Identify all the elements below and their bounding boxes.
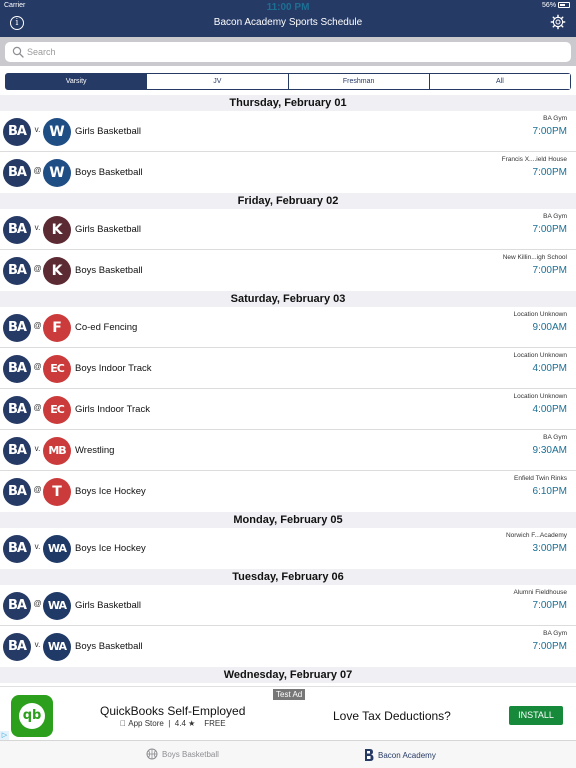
apple-icon [120,719,126,728]
versus-indicator: v. [34,125,41,134]
opponent-badge: W [43,118,71,146]
home-team-badge: BA [3,257,31,285]
opponent-badge: WA [43,535,71,563]
event-time: 7:00PM [532,600,567,611]
event-row[interactable] [0,152,576,193]
tab-bar [0,740,576,768]
versus-indicator: @ [33,264,42,273]
ad-meta: App Store | 4.4 ★ FREE [120,719,226,728]
event-row[interactable] [0,348,576,389]
page-title: Bacon Academy Sports Schedule [213,17,363,28]
versus-indicator: v. [34,640,41,649]
event-row[interactable] [0,585,576,626]
event-time: 7:00PM [532,224,567,235]
tab-label: Bacon Academy [378,750,436,760]
sport-name: Boys Ice Hockey [75,543,146,554]
ad-price: FREE [195,719,218,728]
event-time: 7:00PM [532,126,567,137]
day-header: Wednesday, February 07 [0,667,576,683]
versus-indicator: @ [33,403,42,412]
event-location: BA Gym [543,630,567,637]
battery-indicator [542,2,570,9]
sport-name: Boys Ice Hockey [75,486,146,497]
event-time: 7:00PM [532,167,567,178]
event-location: Francis X....ield House [501,156,567,163]
tab-boys-basketball[interactable] [146,748,219,760]
event-time: 6:10PM [532,486,567,497]
sport-name: Boys Indoor Track [75,363,152,374]
opponent-badge: EC [43,396,71,424]
event-location: BA Gym [543,213,567,220]
ad-banner[interactable] [0,686,576,740]
search-field-container[interactable] [5,42,571,62]
quickbooks-logo-text: qb [19,703,45,729]
opponent-badge: EC [43,355,71,383]
event-row[interactable] [0,528,576,569]
event-row[interactable] [0,209,576,250]
schedule-list[interactable] [0,95,576,686]
opponent-badge: K [43,216,71,244]
opponent-badge: MB [43,437,71,465]
search-input[interactable] [27,44,557,60]
event-location: Enfield Twin Rinks [514,475,567,482]
day-header: Saturday, February 03 [0,291,576,307]
opponent-badge: T [43,478,71,506]
search-bar [0,37,576,66]
ad-label: Test Ad [273,689,305,700]
event-location: Alumni Fieldhouse [513,589,567,596]
event-row[interactable] [0,626,576,667]
sport-name: Wrestling [75,445,115,456]
segment-all[interactable]: All [429,74,570,89]
event-time: 9:30AM [532,445,567,456]
search-icon [12,46,24,58]
sport-name: Boys Basketball [75,641,143,652]
sport-name: Girls Basketball [75,600,141,611]
home-team-badge: BA [3,396,31,424]
ad-choices-icon[interactable]: ▷ [1,732,8,739]
tab-label: Boys Basketball [162,749,219,759]
battery-icon [558,2,570,8]
event-location: New Killin...igh School [502,254,567,261]
sport-name: Girls Basketball [75,224,141,235]
day-header: Tuesday, February 06 [0,569,576,585]
event-time: 3:00PM [532,543,567,554]
tab-bacon-academy[interactable] [364,748,436,762]
event-row[interactable] [0,471,576,512]
sport-name: Co-ed Fencing [75,322,138,333]
sport-name: Girls Indoor Track [75,404,150,415]
event-row[interactable] [0,250,576,291]
home-team-badge: BA [3,535,31,563]
clock: 11:00 PM [266,2,310,13]
ad-rating: 4.4 ★ [166,719,188,728]
sport-name: Girls Basketball [75,126,141,137]
event-time: 9:00AM [532,322,567,333]
opponent-badge: F [43,314,71,342]
level-segmented-control [5,73,571,90]
segment-jv[interactable]: JV [146,74,287,89]
event-row[interactable] [0,111,576,152]
versus-indicator: @ [33,362,42,371]
home-team-badge: BA [3,159,31,187]
event-location: Norwich F...Academy [505,532,567,539]
event-location: Location Unknown [513,311,567,318]
ad-title[interactable]: QuickBooks Self-Employed [100,704,246,718]
home-team-badge: BA [3,355,31,383]
opponent-badge: WA [43,633,71,661]
home-team-badge: BA [3,437,31,465]
day-header: Friday, February 02 [0,193,576,209]
event-time: 7:00PM [532,641,567,652]
event-row[interactable] [0,307,576,348]
navigation-bar [0,0,576,37]
basketball-icon [146,748,158,760]
versus-indicator: v. [34,444,41,453]
event-time: 4:00PM [532,363,567,374]
segment-freshman[interactable]: Freshman [288,74,429,89]
event-time: 7:00PM [532,265,567,276]
versus-indicator: @ [33,485,42,494]
versus-indicator: @ [33,599,42,608]
versus-indicator: @ [33,166,42,175]
event-time: 4:00PM [532,404,567,415]
event-location: Location Unknown [513,352,567,359]
bacon-academy-logo-icon [364,748,374,762]
event-location: BA Gym [543,115,567,122]
day-header: Monday, February 05 [0,512,576,528]
opponent-badge: WA [43,592,71,620]
install-button[interactable]: INSTALL [509,706,563,725]
ad-store: App Store [120,719,156,728]
segment-varsity[interactable]: Varsity [6,74,146,89]
home-team-badge: BA [3,118,31,146]
battery-percent: 56% [542,2,557,9]
home-team-badge: BA [3,216,31,244]
quickbooks-logo-icon[interactable] [11,695,53,737]
home-team-badge: BA [3,592,31,620]
ad-tagline[interactable]: Love Tax Deductions? [333,709,451,723]
sport-name: Boys Basketball [75,167,143,178]
event-row[interactable] [0,430,576,471]
info-icon[interactable]: i [10,16,24,30]
opponent-badge: W [43,159,71,187]
event-location: Location Unknown [513,393,567,400]
sport-name: Boys Basketball [75,265,143,276]
event-location: BA Gym [543,434,567,441]
home-team-badge: BA [3,633,31,661]
gear-icon[interactable] [550,14,566,30]
versus-indicator: @ [33,321,42,330]
home-team-badge: BA [3,478,31,506]
day-header: Thursday, February 01 [0,95,576,111]
carrier-label: Carrier [4,2,26,9]
versus-indicator: v. [34,223,41,232]
opponent-badge: K [43,257,71,285]
home-team-badge: BA [3,314,31,342]
versus-indicator: v. [34,542,41,551]
status-bar [0,0,576,12]
event-row[interactable] [0,389,576,430]
